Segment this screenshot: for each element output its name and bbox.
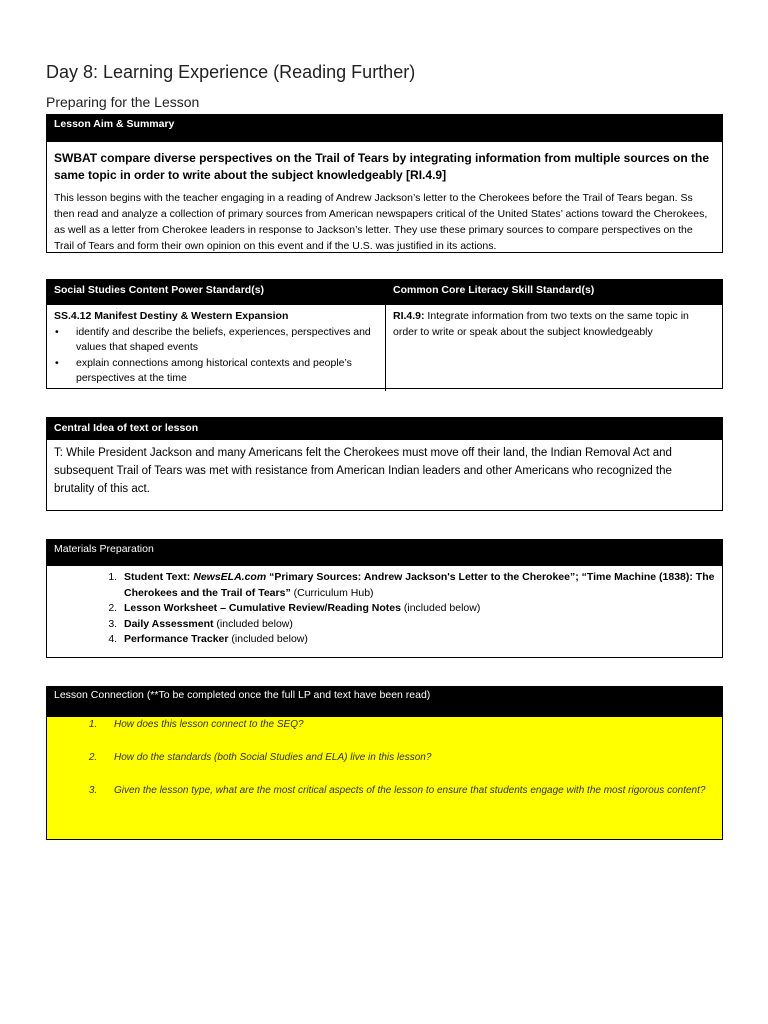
material-note: (Curriculum Hub) (290, 586, 374, 599)
material-title: “Primary Sources: Andrew Jackson's Letter to the Cherokee”; “Time Machine (1838): The Cherokees and the Trail of Tears” (124, 571, 715, 599)
page-subtitle: Preparing for the Lesson (46, 94, 200, 110)
list-item (120, 570, 722, 601)
material-note: (included below) (228, 633, 308, 645)
list-item (120, 632, 722, 648)
ss-standard-list (54, 325, 378, 387)
cc-standard-text: Integrate information from two texts on the same topic in order to write or speak about the subject knowledgeably (393, 310, 689, 338)
materials-box (46, 539, 723, 658)
materials-heading: Materials Preparation (47, 540, 722, 566)
page-title: Day 8: Learning Experience (Reading Further) (46, 62, 416, 82)
material-note: (included below) (213, 617, 293, 630)
cc-standard-heading: Common Core Literacy Skill Standard(s) (386, 280, 722, 305)
materials-list (47, 570, 722, 648)
list-item: 1. How does this lesson connect to the SEQ? (100, 717, 722, 732)
material-source: NewsELA.com (193, 571, 267, 583)
list-item: 2. How do the standards (both Social Studies and ELA) live in this lesson? (100, 750, 722, 765)
lesson-summary: This lesson begins with the teacher engaging in a reading of Andrew Jackson’s letter to the Cherokees before the Trail of Tears began. Ss then read and analyze a collection of primary sources from American newspapers critical of the United States’ actions toward the Cherokees, as well as a letter from Cherokee leaders in response to Jackson’s letter. They use these primary sources to compare perspectives on the Trail of Tears and form their own opinion on this event and if the U.S. was justified in its actions. (54, 192, 708, 252)
lesson-connection-box (46, 686, 723, 840)
lesson-aim-box (46, 114, 723, 253)
material-label: Student Text: (124, 571, 194, 583)
material-label: Daily Assessment (124, 617, 214, 630)
cc-standard-cell (386, 305, 722, 391)
list-item: 3. Given the lesson type, what are the most critical aspects of the lesson to ensure that students engage with the most rigorous content? (100, 783, 722, 798)
ss-standard-cell (47, 305, 386, 391)
ss-standard-title: SS.4.12 Manifest Destiny & Western Expansion (54, 310, 289, 322)
central-idea-text: T: While President Jackson and many Americans felt the Cherokees must move off their land, the Indian Removal Act and subsequent Trail of Tears was met with resistance from American Indian leaders and other Americans who recognized the brutality of this act. (54, 447, 672, 495)
central-idea-box (46, 417, 723, 511)
list-item (120, 617, 722, 633)
ss-standard-heading: Social Studies Content Power Standard(s) (47, 280, 386, 305)
lesson-connection-heading: Lesson Connection (**To be completed once the full LP and text have been read) (47, 687, 722, 717)
standards-table (46, 279, 723, 389)
lesson-connection-highlight (47, 717, 722, 839)
list-item: • identify and describe the beliefs, experiences, perspectives and values that shaped events (76, 325, 378, 356)
material-note: (included below) (400, 602, 481, 614)
connection-questions (47, 717, 722, 798)
material-label: Lesson Worksheet – Cumulative Review/Reading Notes (124, 602, 401, 614)
cc-standard-code: RI.4.9: (393, 310, 425, 322)
list-item (120, 601, 722, 617)
material-label: Performance Tracker (124, 633, 229, 645)
swbat-statement: SWBAT compare diverse perspectives on the Trail of Tears by integrating information from multiple sources on the same topic in order to write about the subject knowledgeably [RI.4.9] (54, 151, 710, 182)
lesson-aim-heading: Lesson Aim & Summary (47, 115, 722, 142)
list-item: • explain connections among historical contexts and people’s perspectives at the time (76, 356, 378, 387)
central-idea-heading: Central Idea of text or lesson (47, 418, 722, 440)
